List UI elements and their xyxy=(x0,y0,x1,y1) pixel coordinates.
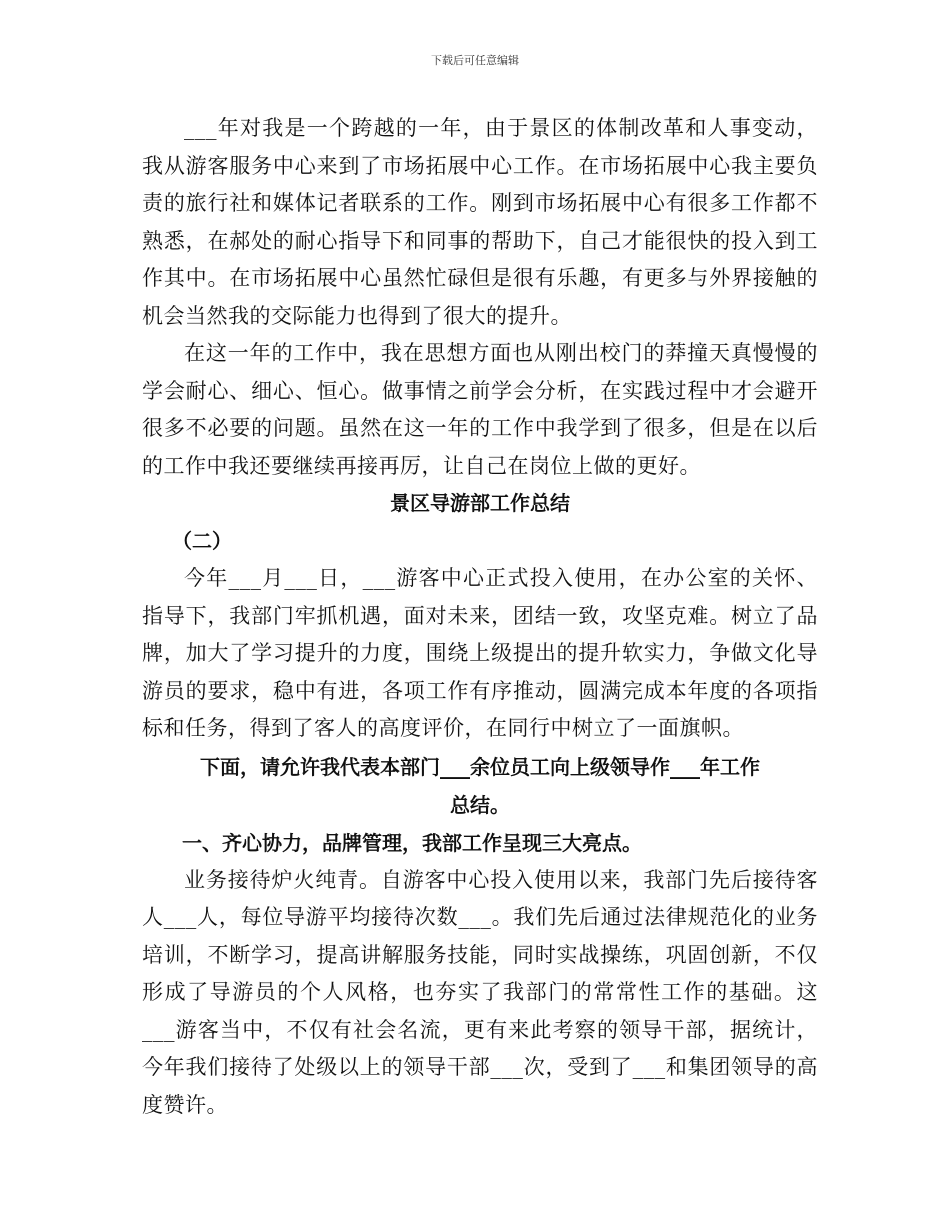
intro-line-1: 下面，请允许我代表本部门___余位员工向上级领导作___年工作 xyxy=(200,754,760,779)
section-1-heading: 一、齐心协力，品牌管理，我部工作呈现三大亮点。 xyxy=(182,830,642,855)
paragraph-3: 今年___月___日，___游客中心正式投入使用，在办公室的关怀、指导下，我部门牢抓机遇，面对未来，团结一致，攻坚克难。树立了品牌，加大了学习提升的力度，围绕上级提出的提升软实力，争做文化导游员的要求，稳中有进，各项工作有序推动，圆满完成本年度的各项指标和任务，得到了客人的高度评价，在同行中树立了一面旗帜。 xyxy=(142,566,818,740)
paragraph-4: 业务接待炉火纯青。自游客中心投入使用以来，我部门先后接待客人___人，每位导游平均接待次数___。我们先后通过法律规范化的业务培训，不断学习，提高讲解服务技能，同时实战操练，巩固创新，不仅形成了导游员的个人风格，也夯实了我部门的常常性工作的基础。这___游客当中，不仅有社会名流，更有来此考察的领导干部，据统计，今年我们接待了处级以上的领导干部___次，受到了___和集团领导的高度赞许。 xyxy=(142,867,818,1117)
page-header: 下载后可任意编辑 xyxy=(431,54,519,67)
document-subtitle: （二） xyxy=(172,529,232,553)
paragraph-1: ___年对我是一个跨越的一年，由于景区的体制改革和人事变动，我从游客服务中心来到了市场拓展中心工作。在市场拓展中心我主要负责的旅行社和媒体记者联系的工作。刚到市场拓展中心有很多工作都不熟悉，在郝处的耐心指导下和同事的帮助下，自己才能很快的投入到工作其中。在市场拓展中心虽然忙碌但是很有乐趣，有更多与外界接触的机会当然我的交际能力也得到了很大的提升。 xyxy=(142,116,818,328)
document-body xyxy=(142,110,818,1124)
document-title: 景区导游部工作总结 xyxy=(390,491,570,515)
paragraph-2: 在这一年的工作中，我在思想方面也从刚出校门的莽撞天真慢慢的学会耐心、细心、恒心。做事情之前学会分析，在实践过程中才会避开很多不必要的问题。虽然在这一年的工作中我学到了很多，但是在以后的工作中我还要继续再接再厉，让自己在岗位上做的更好。 xyxy=(142,341,818,478)
intro-line-2: 总结。 xyxy=(450,792,510,817)
